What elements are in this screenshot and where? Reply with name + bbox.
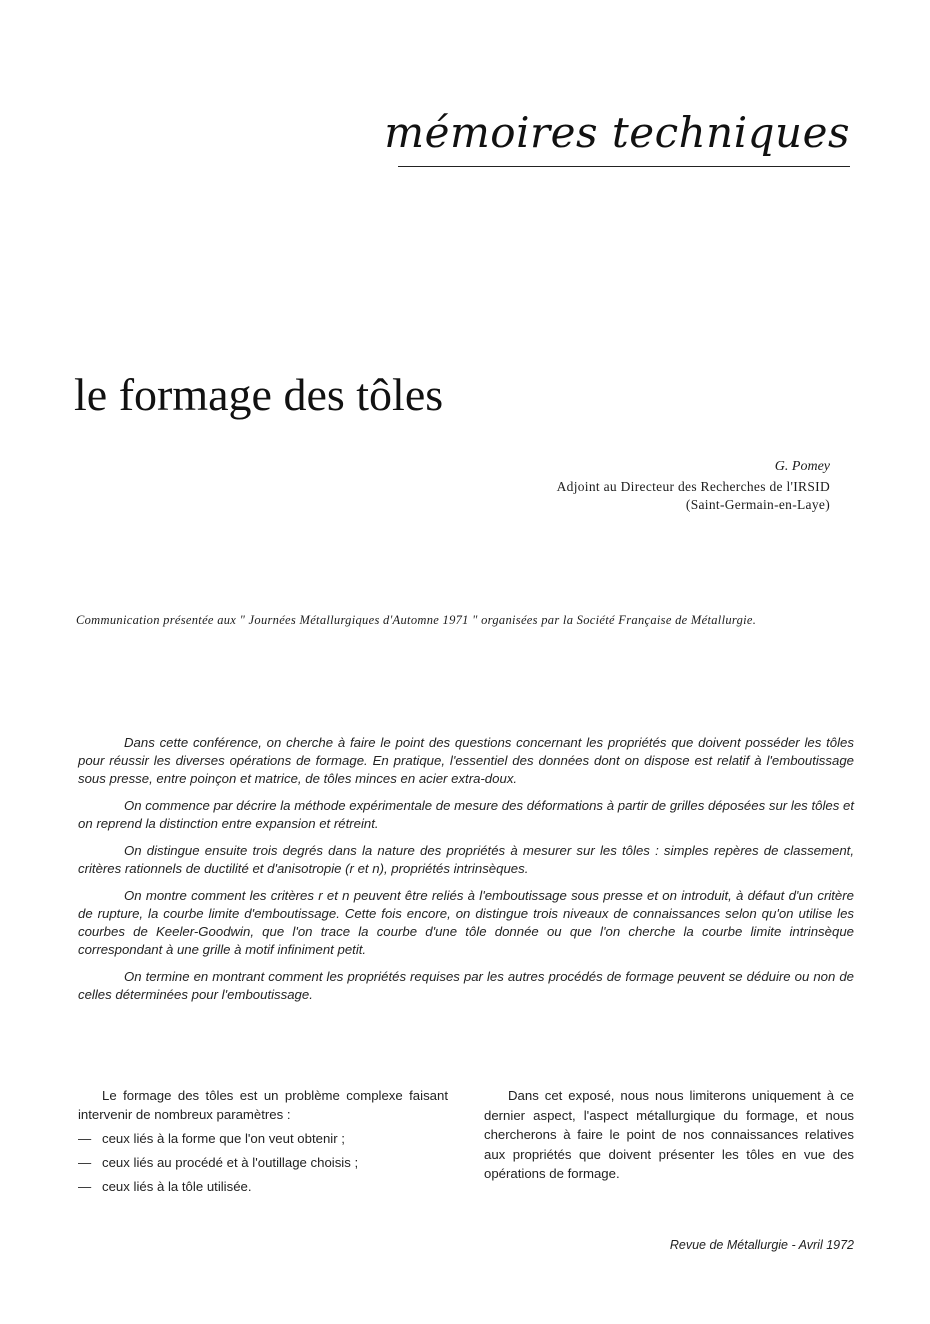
- dash-bullet: —: [78, 1179, 92, 1194]
- list-item-text: ceux liés à la forme que l'on veut obtenir ;: [102, 1131, 345, 1146]
- list-item: [78, 1129, 448, 1148]
- list-item-text: ceux liés au procédé et à l'outillage choisis ;: [102, 1155, 359, 1170]
- abstract-paragraph: On distingue ensuite trois degrés dans la nature des propriétés à mesurer sur les tôles : simples repères de classement, critères rationnels de ductilité et d'anisotropie (r et n), propriétés intrinsèques.: [78, 843, 854, 876]
- dash-bullet: —: [78, 1131, 92, 1146]
- body-paragraph: Dans cet exposé, nous nous limiterons uniquement à ce dernier aspect, l'aspect métallurgique du formage, et nous chercherons à faire le point de nos connaissances relatives aux propriétés que doivent présenter les tôles en vue des opérations de formage.: [484, 1088, 854, 1181]
- parameter-list: [78, 1129, 448, 1196]
- abstract-paragraph: Dans cette conférence, on cherche à faire le point des questions concernant les propriétés que doivent posséder les tôles pour réussir les diverses opérations de formage. En pratique, l'essentiel des données dont on dispose est relatif à l'emboutissage sous presse, entre poinçon et matrice, de tôles minces en acier extra-doux.: [78, 735, 854, 786]
- abstract-paragraph: On montre comment les critères r et n peuvent être reliés à l'emboutissage sous presse et on introduit, à défaut d'un critère de rupture, la courbe limite d'emboutissage. Cette fois encore, on distingue trois niveaux de connaissances selon qu'on utilise les courbes de Keeler-Goodwin, que l'on trace la courbe d'une tôle donnée ou que l'on cherche la courbe limite intrinsèque correspondant à une grille à motif infiniment petit.: [78, 888, 854, 957]
- list-item: [78, 1177, 448, 1196]
- list-item: [78, 1153, 448, 1172]
- dash-bullet: —: [78, 1155, 92, 1170]
- author-affiliation: Adjoint au Directeur des Recherches de l'IRSID: [556, 479, 830, 494]
- body-right-column: [484, 1086, 854, 1184]
- abstract-paragraph: On commence par décrire la méthode expérimentale de mesure des déformations à partir de grilles déposées sur les tôles et on reprend la distinction entre expansion et rétreint.: [78, 798, 854, 831]
- list-item-text: ceux liés à la tôle utilisée.: [102, 1179, 252, 1194]
- abstract: [78, 734, 854, 1013]
- section-title: mémoires techniques: [384, 108, 850, 157]
- journal-footer: Revue de Métallurgie - Avril 1972: [669, 1238, 854, 1252]
- section-title-rule: [398, 166, 850, 167]
- body-intro-paragraph: Le formage des tôles est un problème complexe faisant intervenir de nombreux paramètres :: [78, 1088, 448, 1122]
- author-block: [420, 458, 830, 514]
- article-title: le formage des tôles: [74, 369, 444, 420]
- abstract-paragraph: On termine en montrant comment les propriétés requises par les autres procédés de formage peuvent se déduire ou non de celles déterminées pour l'emboutissage.: [78, 969, 854, 1002]
- author-location: (Saint-Germain-en-Laye): [685, 497, 830, 512]
- body-left-column: [78, 1086, 448, 1201]
- author-name: G. Pomey: [774, 459, 830, 474]
- presentation-note: Communication présentée aux " Journées Métallurgiques d'Automne 1971 " organisées par la Société Française de Métallurgie.: [76, 613, 757, 627]
